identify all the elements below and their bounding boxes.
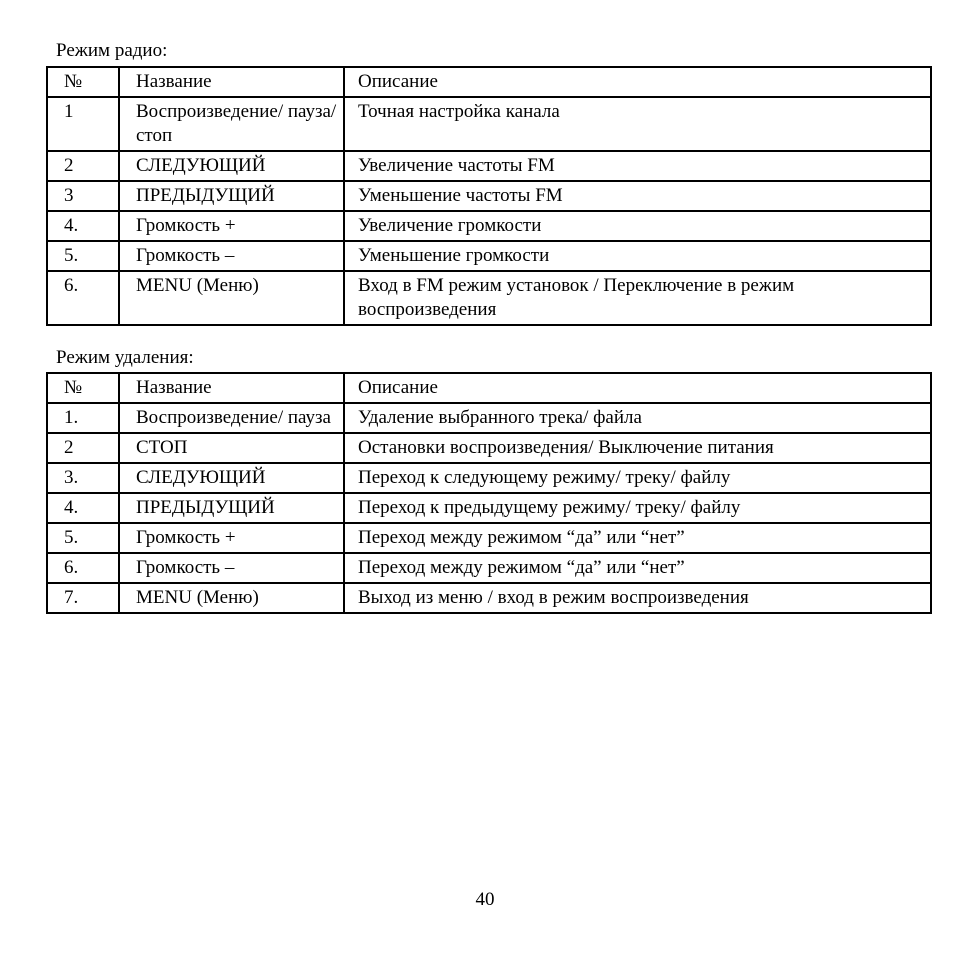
row-number: 1 [47, 97, 119, 151]
table-row [47, 241, 931, 271]
header-description: Описание [344, 67, 931, 97]
row-name: MENU (Меню) [119, 271, 344, 325]
table-row [47, 583, 931, 613]
row-description: Выход из меню / вход в режим воспроизведения [344, 583, 931, 613]
table-header-row [47, 373, 931, 403]
table-row [47, 463, 931, 493]
table-row [47, 97, 931, 151]
row-description: Переход к следующему режиму/ треку/ файлу [344, 463, 931, 493]
header-number: № [47, 373, 119, 403]
row-name: СТОП [119, 433, 344, 463]
row-description: Уменьшение громкости [344, 241, 931, 271]
row-description: Удаление выбранного трека/ файла [344, 403, 931, 433]
section-title-radio: Режим радио: [56, 40, 168, 61]
row-description: Переход к предыдущему режиму/ треку/ файлу [344, 493, 931, 523]
row-name: Воспроизведение/ пауза/ стоп [119, 97, 344, 151]
row-name: ПРЕДЫДУЩИЙ [119, 181, 344, 211]
row-name: Громкость + [119, 523, 344, 553]
row-description: Увеличение громкости [344, 211, 931, 241]
row-name: Громкость – [119, 553, 344, 583]
row-number: 5. [47, 523, 119, 553]
row-number: 5. [47, 241, 119, 271]
row-description: Увеличение частоты FM [344, 151, 931, 181]
row-number: 6. [47, 271, 119, 325]
row-number: 4. [47, 493, 119, 523]
header-description: Описание [344, 373, 931, 403]
table-row [47, 523, 931, 553]
row-description: Вход в FM режим установок / Переключение в режим воспроизведения [344, 271, 931, 325]
row-name: Громкость – [119, 241, 344, 271]
row-name: СЛЕДУЮЩИЙ [119, 463, 344, 493]
row-name: СЛЕДУЮЩИЙ [119, 151, 344, 181]
row-number: 3 [47, 181, 119, 211]
row-number: 4. [47, 211, 119, 241]
delete-mode-table [46, 372, 932, 614]
row-number: 1. [47, 403, 119, 433]
row-name: ПРЕДЫДУЩИЙ [119, 493, 344, 523]
table-row [47, 493, 931, 523]
table-row [47, 181, 931, 211]
table-row [47, 403, 931, 433]
row-number: 2 [47, 151, 119, 181]
row-number: 3. [47, 463, 119, 493]
table-row [47, 271, 931, 325]
table-row [47, 211, 931, 241]
row-number: 6. [47, 553, 119, 583]
row-name: MENU (Меню) [119, 583, 344, 613]
table-row [47, 553, 931, 583]
row-name: Громкость + [119, 211, 344, 241]
row-description: Остановки воспроизведения/ Выключение питания [344, 433, 931, 463]
section-title-delete: Режим удаления: [56, 347, 194, 368]
row-number: 7. [47, 583, 119, 613]
header-number: № [47, 67, 119, 97]
header-name: Название [119, 373, 344, 403]
radio-mode-table [46, 66, 932, 326]
row-name: Воспроизведение/ пауза [119, 403, 344, 433]
row-description: Переход между режимом “да” или “нет” [344, 523, 931, 553]
row-description: Точная настройка канала [344, 97, 931, 151]
header-name: Название [119, 67, 344, 97]
row-description: Переход между режимом “да” или “нет” [344, 553, 931, 583]
table-row [47, 151, 931, 181]
table-header-row [47, 67, 931, 97]
table-row [47, 433, 931, 463]
row-description: Уменьшение частоты FM [344, 181, 931, 211]
page-number: 40 [475, 889, 495, 910]
row-number: 2 [47, 433, 119, 463]
